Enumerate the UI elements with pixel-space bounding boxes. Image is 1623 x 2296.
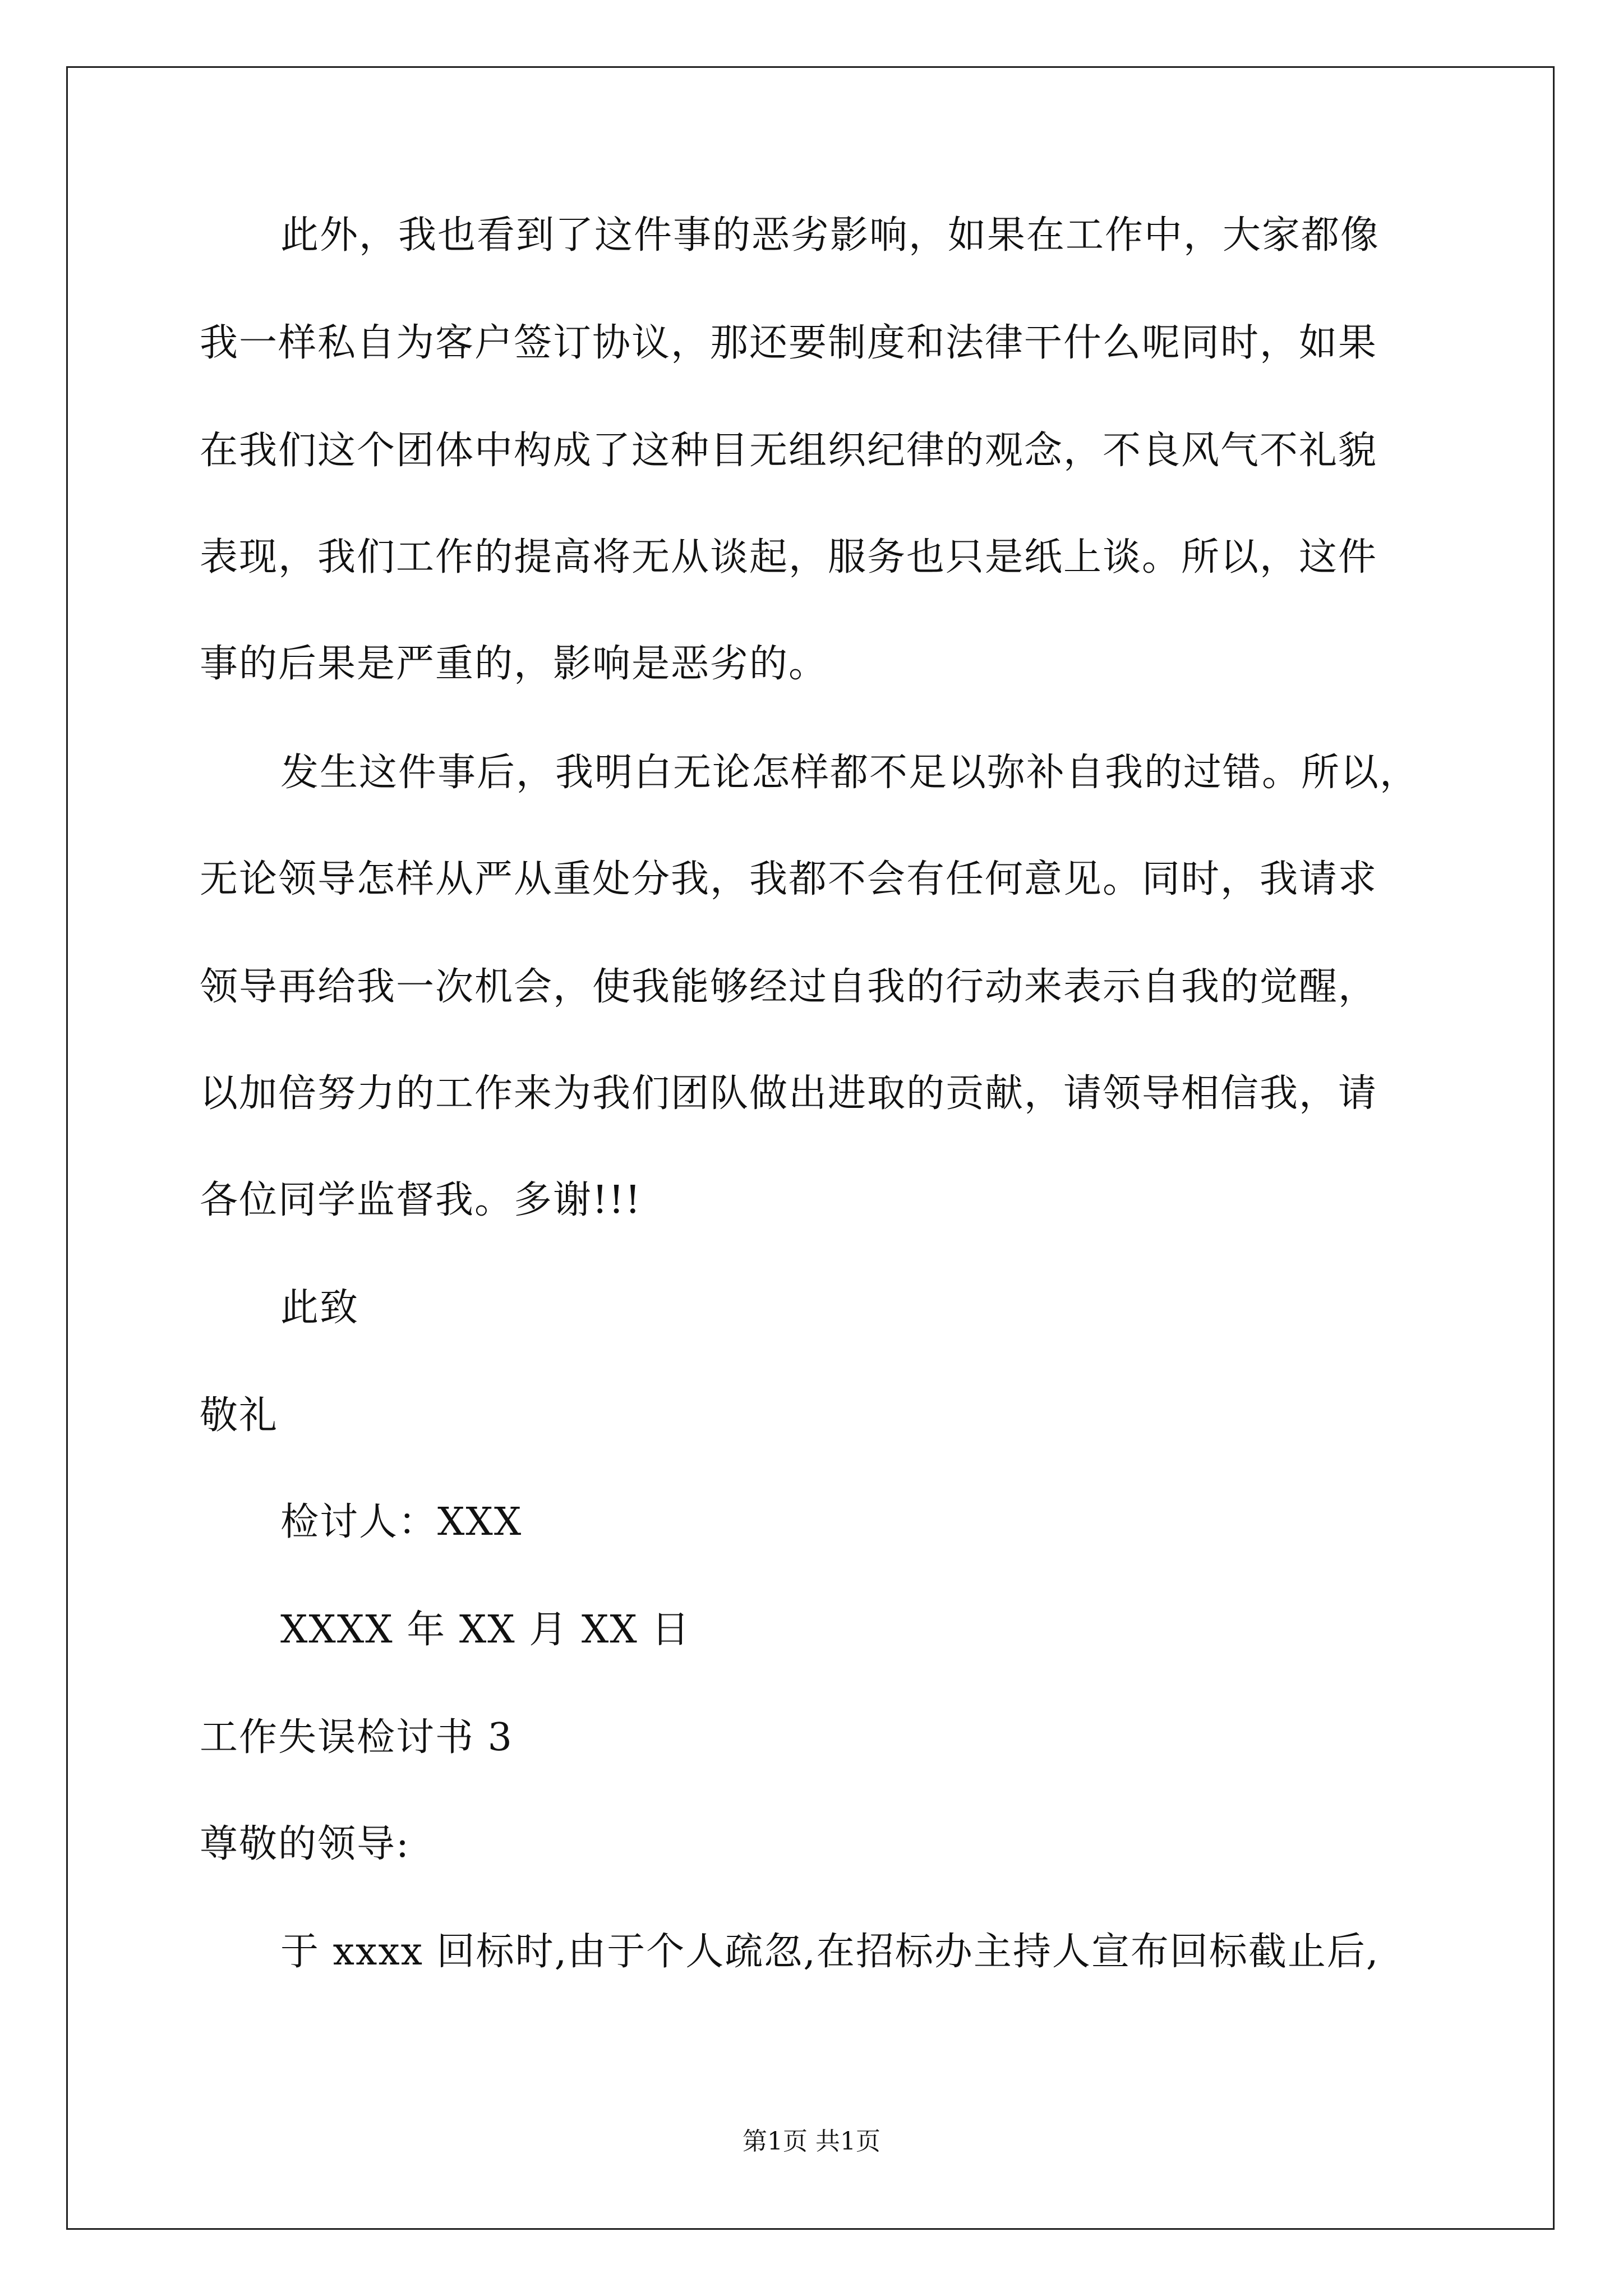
page-footer: 第1页 共1页	[743, 2127, 880, 2156]
paragraph-line: 无论领导怎样从严从重处分我，我都不会有任何意见。同时，我请求	[200, 857, 1378, 901]
paragraph-line: 以加倍努力的工作来为我们团队做出进取的贡献，请领导相信我，请	[200, 1071, 1378, 1116]
paragraph-line: 我一样私自为客户签订协议，那还要制度和法律干什么呢同时，如果	[200, 321, 1378, 365]
section-title: 工作失误检讨书 3	[200, 1715, 513, 1760]
paragraph-line: 在我们这个团体中构成了这种目无组织纪律的观念，不良风气不礼貌	[200, 429, 1378, 473]
closing-regards: 敬礼	[200, 1393, 279, 1438]
paragraph-line: 此外，我也看到了这件事的恶劣影响，如果在工作中，大家都像	[280, 213, 1380, 257]
signature-date: XXXX 年 XX 月 XX 日	[280, 1608, 691, 1652]
page-border	[66, 66, 1555, 2230]
paragraph-line: 表现，我们工作的提高将无从谈起，服务也只是纸上谈。所以，这件	[200, 535, 1378, 579]
closing-salutation: 此致	[280, 1286, 359, 1330]
paragraph-line: 领导再给我一次机会，使我能够经过自我的行动来表示自我的觉醒，	[200, 965, 1378, 1009]
paragraph-line: 各位同学监督我。多谢!!!	[200, 1178, 642, 1222]
paragraph-line: 发生这件事后，我明白无论怎样都不足以弥补自我的过错。所以，	[280, 751, 1419, 795]
signature-name: 检讨人：XXX	[280, 1500, 523, 1544]
greeting: 尊敬的领导:	[200, 1822, 410, 1866]
paragraph-line: 事的后果是严重的，影响是恶劣的。	[200, 642, 828, 686]
paragraph-line: 于 xxxx 回标时,由于个人疏忽,在招标办主持人宣布回标截止后,	[280, 1930, 1380, 1974]
